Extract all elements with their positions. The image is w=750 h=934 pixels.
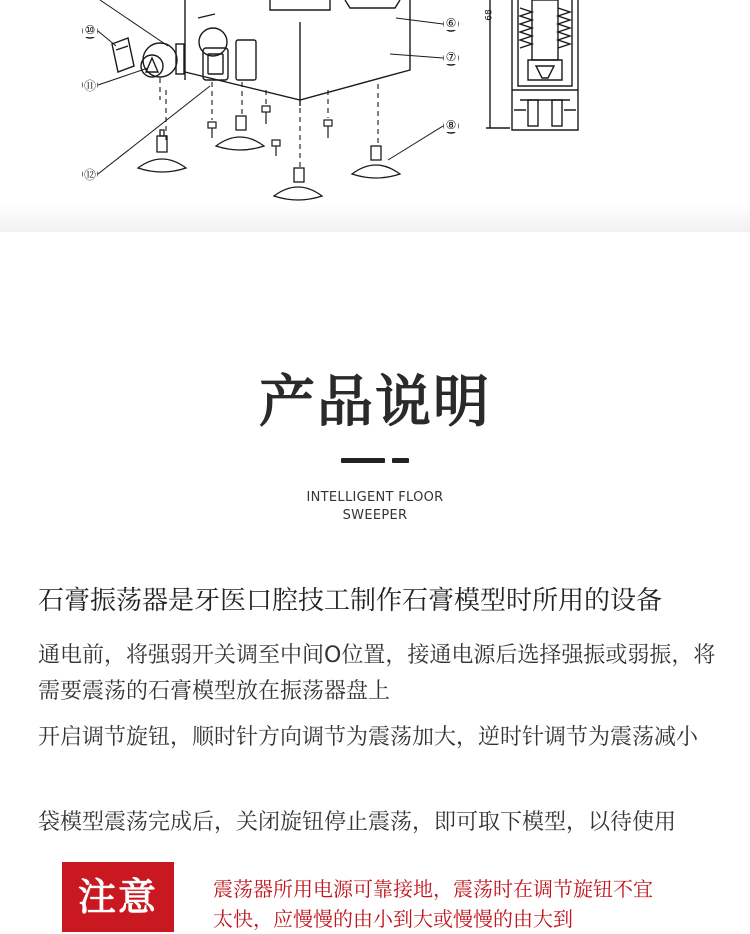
title-divider-short: [392, 458, 409, 463]
section-title: 产品说明: [259, 370, 491, 435]
dimension-label: 68: [484, 9, 495, 21]
paragraph-knob-adjust: 开启调节旋钮，顺时针方向调节为震荡加大，逆时针调节为震荡减小: [38, 725, 699, 750]
callout-11: ⑪: [83, 79, 96, 93]
callout-6: ⑥: [445, 16, 457, 30]
paragraph-power-on: 通电前，将强弱开关调至中间O位置，接通电源后选择强振或弱振，将需要震荡的石膏模型放在振荡器盘上: [38, 643, 716, 704]
callout-10: ⑩: [84, 23, 96, 37]
subtitle-line-2: SWEEPER: [342, 508, 408, 523]
notice-text: 震荡器所用电源可靠接地，震荡时在调节旋钮不宜太快，应慢慢的由小到大或慢慢的由大到: [213, 877, 653, 931]
paragraph-finish: 袋模型震荡完成后，关闭旋钮停止震荡，即可取下模型，以待使用: [38, 810, 677, 835]
callout-12: ⑫: [83, 168, 96, 182]
exploded-diagram: [0, 0, 750, 232]
product-headline: 石膏振荡器是牙医口腔技工制作石膏模型时所用的设备: [38, 586, 663, 616]
callout-7: ⑦: [445, 50, 457, 64]
subtitle-line-1: INTELLIGENT FLOOR: [306, 490, 444, 505]
notice-badge: 注意: [62, 862, 174, 932]
section-subtitle: [0, 489, 750, 525]
diagram-drawing: [0, 0, 750, 232]
callout-8: ⑧: [445, 118, 457, 132]
title-divider-long: [341, 458, 385, 463]
